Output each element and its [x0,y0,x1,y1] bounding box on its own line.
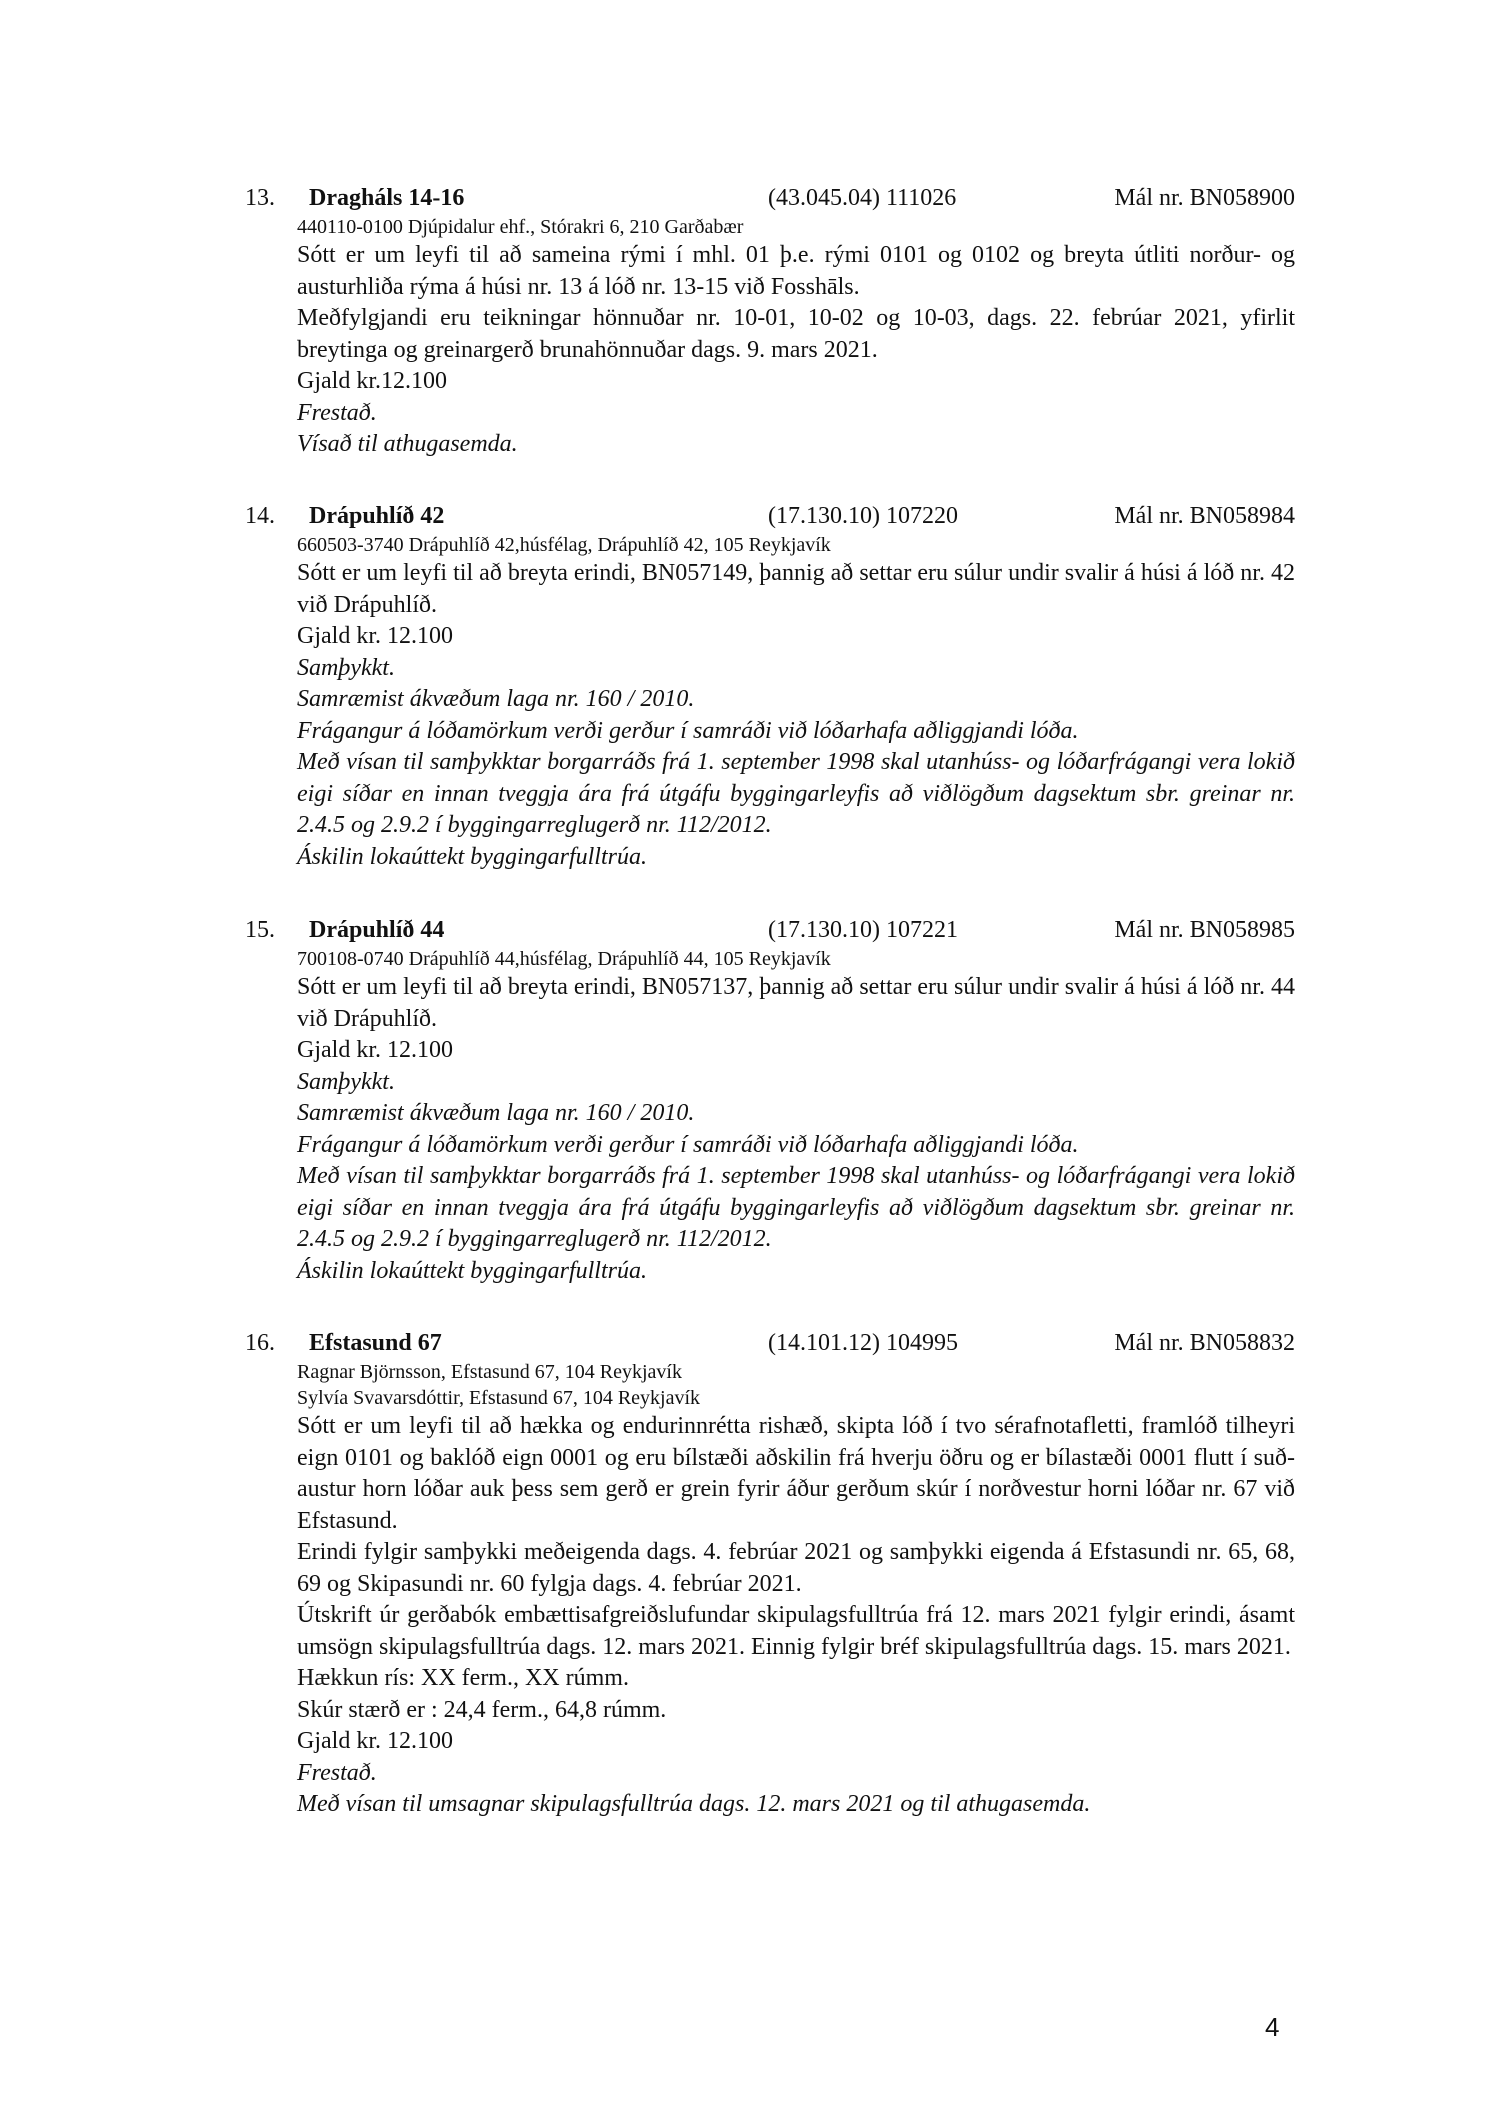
decision: Með vísan til umsagnar skipulagsfulltrúa dags. 12. mars 2021 og til athugasemda. [297,1791,1091,1817]
decision: Með vísan til samþykktar borgarráðs frá 1. september 1998 skal utanhúss- og lóðarfrágangi vera lokið eigi síðar en innan tveggja ára frá útgáfu byggingarleyfis að viðlögðum dagsektum sbr. greinar nr. 2.4.5 og 2.9.2 í byggingarreglugerð nr. 112/2012. [297,749,1295,838]
fee: Gjald kr. 12.100 [297,623,453,649]
decision: Samræmist ákvæðum laga nr. 160 / 2010. [297,686,695,712]
entry-number: 14. [245,503,275,529]
fee: Gjald kr. 12.100 [297,1728,453,1754]
applicant: Sylvía Svavarsdóttir, Efstasund 67, 104 Reykjavík [297,1387,701,1409]
entry-13 [245,182,1295,461]
entry-title: Drápuhlíð 42 [309,503,445,529]
entry-header [245,914,1295,946]
description: Sótt er um leyfi til að breyta erindi, BN057137, þannig að settar eru súlur undir svalir á húsi á lóð nr. 44 við Drápuhlíð. [297,974,1295,1032]
decision: Áskilin lokaúttekt byggingarfulltrúa. [297,843,647,870]
decision: Frestað. [297,399,377,426]
entry-14 [245,500,1295,873]
entry-code: (43.045.04) 111026 [768,185,957,211]
decision: Frágangur á lóðamörkum verði gerður í samráði við lóðarhafa aðliggjandi lóða. [297,717,1079,744]
entry-number: 13. [245,185,275,211]
description: Sótt er um leyfi til að breyta erindi, BN057149, þannig að settar eru súlur undir svalir á húsi á lóð nr. 42 við Drápuhlíð. [297,560,1295,618]
applicant: 440110-0100 Djúpidalur ehf., Stórakri 6, 210 Garðabær [297,216,744,238]
entry-header [245,182,1295,214]
entry-number: 16. [245,1330,275,1356]
decision: Samþykkt. [297,654,395,681]
description: Sótt er um leyfi til að sameina rými í mhl. 01 þ.e. rými 0101 og 0102 og breyta útliti norður- og austurhliða rýma á húsi nr. 13 á lóð nr. 13-15 við Fosshāls. [297,242,1295,300]
entry-code: (17.130.10) 107221 [768,917,958,943]
case-number: Mál nr. BN058900 [1114,185,1295,211]
size-info: Skúr stærð er : 24,4 ferm., 64,8 rúmm. [297,1696,667,1723]
fee: Gjald kr.12.100 [297,368,447,394]
entry-header [245,500,1295,532]
entry-code: (14.101.12) 104995 [768,1330,958,1356]
entry-header [245,1327,1295,1359]
entry-15 [245,914,1295,1287]
entry-title: Dragháls 14-16 [309,185,465,211]
decision: Samræmist ákvæðum laga nr. 160 / 2010. [297,1100,695,1126]
description: Útskrift úr gerðabók embættisafgreiðslufundar skipulagsfulltrúa frá 12. mars 2021 fylgir erindi, ásamt umsögn skipulagsfulltrúa dags. 12. mars 2021. Einnig fylgir bréf skipulagsfulltrúa dags. 15. mars 2021. [297,1602,1295,1660]
entry-number: 15. [245,917,275,943]
decision: Samþykkt. [297,1068,395,1095]
decision: Frágangur á lóðamörkum verði gerður í samráði við lóðarhafa aðliggjandi lóða. [297,1131,1079,1158]
applicant: 700108-0740 Drápuhlíð 44,húsfélag, Drápuhlíð 44, 105 Reykjavík [297,948,831,970]
applicant: Ragnar Björnsson, Efstasund 67, 104 Reykjavík [297,1361,682,1383]
fee: Gjald kr. 12.100 [297,1037,453,1063]
case-number: Mál nr. BN058985 [1114,917,1295,943]
case-number: Mál nr. BN058832 [1114,1330,1295,1356]
decision: Frestað. [297,1759,377,1786]
applicant: 660503-3740 Drápuhlíð 42,húsfélag, Drápuhlíð 42, 105 Reykjavík [297,534,831,556]
description: Erindi fylgir samþykki meðeigenda dags. 4. febrúar 2021 og samþykki eigenda á Efstasundi nr. 65, 68, 69 og Skipasundi nr. 60 fylgja dags. 4. febrúar 2021. [297,1539,1295,1597]
description: Meðfylgjandi eru teikningar hönnuðar nr. 10-01, 10-02 og 10-03, dags. 22. febrúar 2021, yfirlit breytinga og greinargerð brunahönnuðar dags. 9. mars 2021. [297,305,1295,363]
entry-code: (17.130.10) 107220 [768,503,958,529]
entry-title: Drápuhlíð 44 [309,917,445,943]
description: Sótt er um leyfi til að hækka og endurinnrétta rishæð, skipta lóð í tvo sérafnotafletti, framlóð tilheyri eign 0101 og baklóð eign 0001 og eru bílstæði aðskilin frá hverju öðru og er bílastæði 0001 flutt í suð-austur horn lóðar auk þess sem gerð er grein fyrir áður gerðum skúr í norðvestur horni lóðar nr. 67 við Efstasund. [297,1413,1295,1534]
decision: Með vísan til samþykktar borgarráðs frá 1. september 1998 skal utanhúss- og lóðarfrágangi vera lokið eigi síðar en innan tveggja ára frá útgáfu byggingarleyfis að viðlögðum dagsektum sbr. greinar nr. 2.4.5 og 2.9.2 í byggingarreglugerð nr. 112/2012. [297,1163,1295,1252]
case-number: Mál nr. BN058984 [1114,503,1295,529]
entry-title: Efstasund 67 [309,1330,442,1356]
decision: Áskilin lokaúttekt byggingarfulltrúa. [297,1257,647,1284]
size-info: Hækkun rís: XX ferm., XX rúmm. [297,1665,629,1691]
page-number: 4 [1265,2012,1280,2042]
decision: Vísað til athugasemda. [297,431,518,457]
entry-16 [245,1327,1295,1821]
